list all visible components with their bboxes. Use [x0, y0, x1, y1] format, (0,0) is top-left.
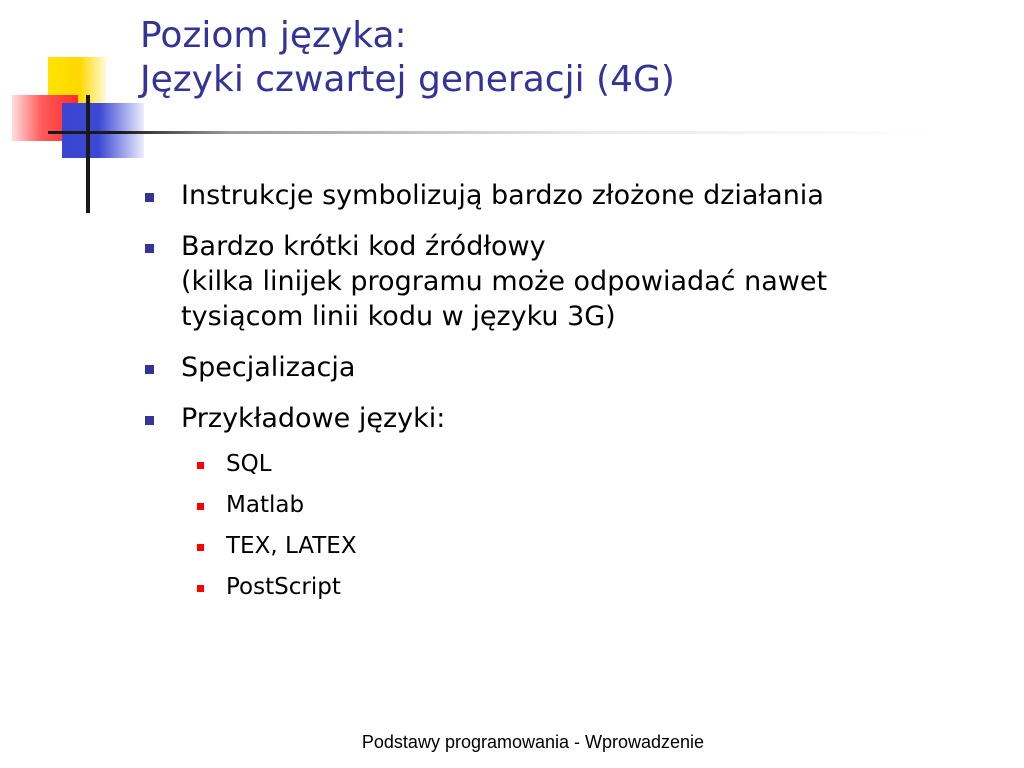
small-square-bullet-icon	[197, 503, 204, 510]
bullet-text: Bardzo krótki kod źródłowy	[181, 231, 546, 262]
sub-bullet-text: PostScript	[226, 574, 341, 600]
sub-bullet-item	[145, 491, 965, 520]
bullet-item	[145, 229, 965, 334]
sub-bullet-item	[145, 532, 965, 561]
bullet-text: Przykładowe języki:	[181, 403, 446, 434]
example-languages-list	[145, 450, 965, 602]
sub-bullet-text: Matlab	[226, 492, 305, 518]
square-bullet-icon	[145, 416, 154, 425]
sub-bullet-text: SQL	[226, 451, 272, 477]
bullet-text: Specjalizacja	[181, 352, 356, 383]
sub-bullet-text: TEX, LATEX	[226, 533, 357, 559]
sub-bullet-item	[145, 573, 965, 602]
logo-vertical-line	[86, 95, 90, 213]
slide-title	[140, 14, 675, 102]
square-bullet-icon	[145, 244, 154, 253]
title-underline	[48, 131, 948, 134]
bullet-text: Instrukcje symbolizują bardzo złożone działania	[181, 180, 824, 211]
square-bullet-icon	[145, 193, 154, 202]
title-line-2: Języki czwartej generacji (4G)	[140, 59, 675, 100]
slide-content	[145, 178, 965, 614]
bullet-text-continued: tysiącom linii kodu w języku 3G)	[181, 301, 616, 332]
bullet-item	[145, 178, 965, 213]
small-square-bullet-icon	[197, 462, 204, 469]
sub-bullet-item	[145, 450, 965, 479]
corner-logo	[0, 0, 160, 220]
slide-footer: Podstawy programowania - Wprowadzenie	[361, 732, 705, 752]
title-line-1: Poziom języka:	[140, 15, 407, 56]
small-square-bullet-icon	[197, 544, 204, 551]
bullet-text-continued: (kilka linijek programu może odpowiadać nawet	[181, 266, 828, 297]
square-bullet-icon	[145, 365, 154, 374]
small-square-bullet-icon	[197, 585, 204, 592]
bullet-item	[145, 350, 965, 385]
bullet-item	[145, 401, 965, 436]
